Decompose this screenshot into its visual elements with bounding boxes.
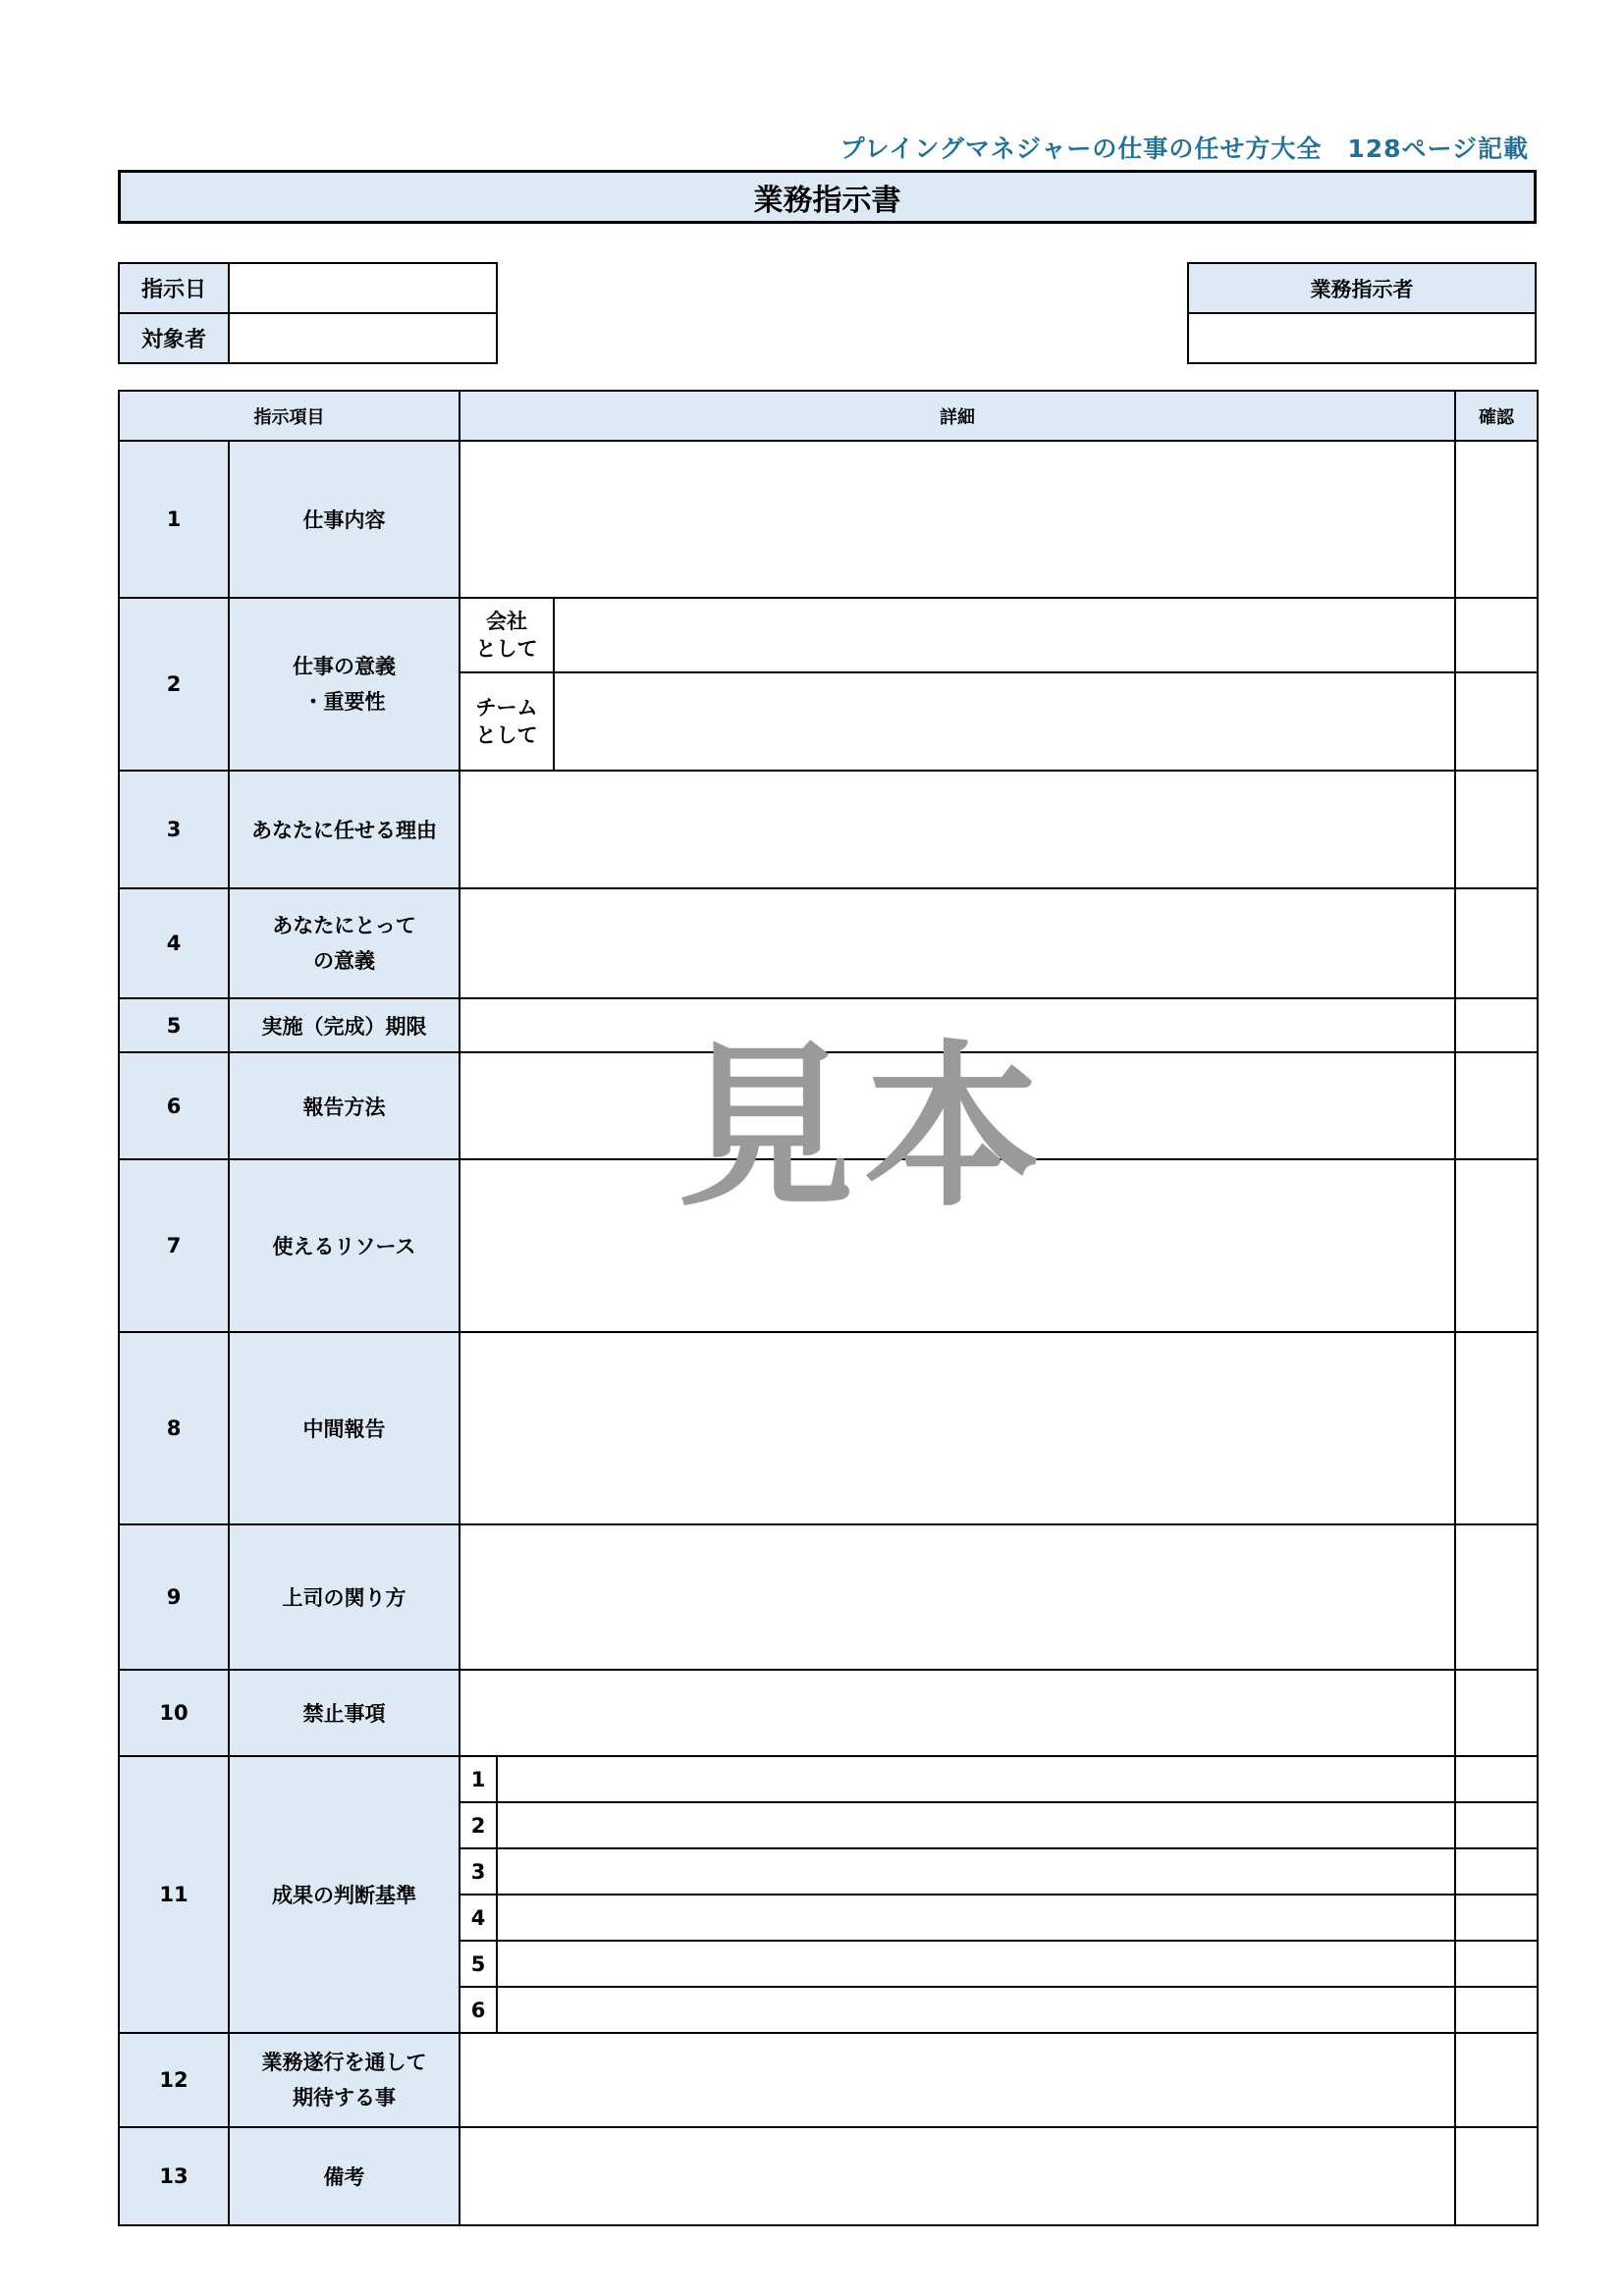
check-cell[interactable] [1455,888,1538,998]
check-cell[interactable] [1455,998,1538,1052]
sub-label-line: として [475,637,538,661]
target-label: 対象者 [119,313,229,363]
detail-cell[interactable] [460,1670,1455,1756]
row-label-line: 仕事の意義 [293,655,396,678]
check-cell[interactable] [1455,2127,1538,2225]
criterion-number: 2 [460,1802,497,1848]
issuer-label: 業務指示者 [1188,263,1536,313]
issuer-field[interactable] [1188,313,1536,363]
row-label: 備考 [229,2127,460,2225]
row-number: 10 [119,1670,229,1756]
check-cell[interactable] [1455,598,1538,672]
date-label: 指示日 [119,263,229,313]
row-number: 3 [119,771,229,888]
check-cell[interactable] [1455,1159,1538,1332]
row-label: 中間報告 [229,1332,460,1524]
check-cell[interactable] [1455,1524,1538,1670]
detail-cell[interactable] [460,998,1455,1052]
check-cell[interactable] [1455,1670,1538,1756]
row-number: 11 [119,1756,229,2033]
check-cell[interactable] [1455,1802,1538,1848]
check-cell[interactable] [1455,1848,1538,1895]
check-cell[interactable] [1455,1332,1538,1524]
row-label: 仕事内容 [229,441,460,598]
row-number: 2 [119,598,229,771]
criterion-cell[interactable] [497,1941,1455,1987]
row-label-line: 期待する事 [293,2086,396,2109]
row-number: 13 [119,2127,229,2225]
row-label: 報告方法 [229,1052,460,1159]
check-cell[interactable] [1455,1987,1538,2033]
header-item: 指示項目 [119,391,460,441]
sub-label-team [460,672,554,771]
check-cell[interactable] [1455,771,1538,888]
detail-cell[interactable] [460,441,1455,598]
target-field[interactable] [229,313,497,363]
row-label-line: あなたにとって [272,914,416,937]
row-label-line: ・重要性 [302,690,386,714]
date-field[interactable] [229,263,497,313]
row-label-line: の意義 [313,949,375,973]
header-detail: 詳細 [460,391,1455,441]
row-label [229,598,460,771]
row-label: 禁止事項 [229,1670,460,1756]
criterion-cell[interactable] [497,1848,1455,1895]
row-label: あなたに任せる理由 [229,771,460,888]
sub-label-company [460,598,554,672]
row-label: 実施（完成）期限 [229,998,460,1052]
criterion-number: 3 [460,1848,497,1895]
row-label [229,888,460,998]
criterion-cell[interactable] [497,1756,1455,1802]
detail-cell[interactable] [460,1332,1455,1524]
check-cell[interactable] [1455,672,1538,771]
detail-cell[interactable] [460,2033,1455,2127]
row-label: 使えるリソース [229,1159,460,1332]
row-number: 9 [119,1524,229,1670]
row-number: 5 [119,998,229,1052]
info-table-right [1187,262,1537,364]
detail-cell[interactable] [460,771,1455,888]
check-cell[interactable] [1455,1052,1538,1159]
check-cell[interactable] [1455,1756,1538,1802]
detail-cell[interactable] [460,1159,1455,1332]
row-label: 上司の関り方 [229,1524,460,1670]
row-label-line: 業務遂行を通して [261,2051,427,2074]
check-cell[interactable] [1455,2033,1538,2127]
criterion-cell[interactable] [497,1802,1455,1848]
header-check: 確認 [1455,391,1538,441]
row-number: 12 [119,2033,229,2127]
row-number: 7 [119,1159,229,1332]
document-title: 業務指示書 [118,170,1537,224]
row-number: 4 [119,888,229,998]
check-cell[interactable] [1455,1941,1538,1987]
criterion-number: 4 [460,1895,497,1941]
info-table-left [118,262,498,364]
detail-cell[interactable] [460,888,1455,998]
detail-cell[interactable] [460,1052,1455,1159]
criterion-number: 1 [460,1756,497,1802]
detail-cell[interactable] [554,672,1455,771]
criterion-cell[interactable] [497,1895,1455,1941]
detail-cell[interactable] [460,2127,1455,2225]
criterion-cell[interactable] [497,1987,1455,2033]
criterion-number: 5 [460,1941,497,1987]
row-number: 6 [119,1052,229,1159]
criterion-number: 6 [460,1987,497,2033]
detail-cell[interactable] [460,1524,1455,1670]
row-label: 成果の判断基準 [229,1756,460,2033]
sub-label-line: として [475,723,538,747]
sub-label-line: チーム [475,696,538,720]
row-number: 1 [119,441,229,598]
check-cell[interactable] [1455,441,1538,598]
sample-watermark: 見本 [677,1026,1052,1231]
row-number: 8 [119,1332,229,1524]
check-cell[interactable] [1455,1895,1538,1941]
instruction-table [118,390,1539,2226]
row-label [229,2033,460,2127]
detail-cell[interactable] [554,598,1455,672]
source-note: プレイングマネジャーの仕事の任せ方大全 128ページ記載 [839,134,1529,163]
sub-label-line: 会社 [486,610,527,633]
